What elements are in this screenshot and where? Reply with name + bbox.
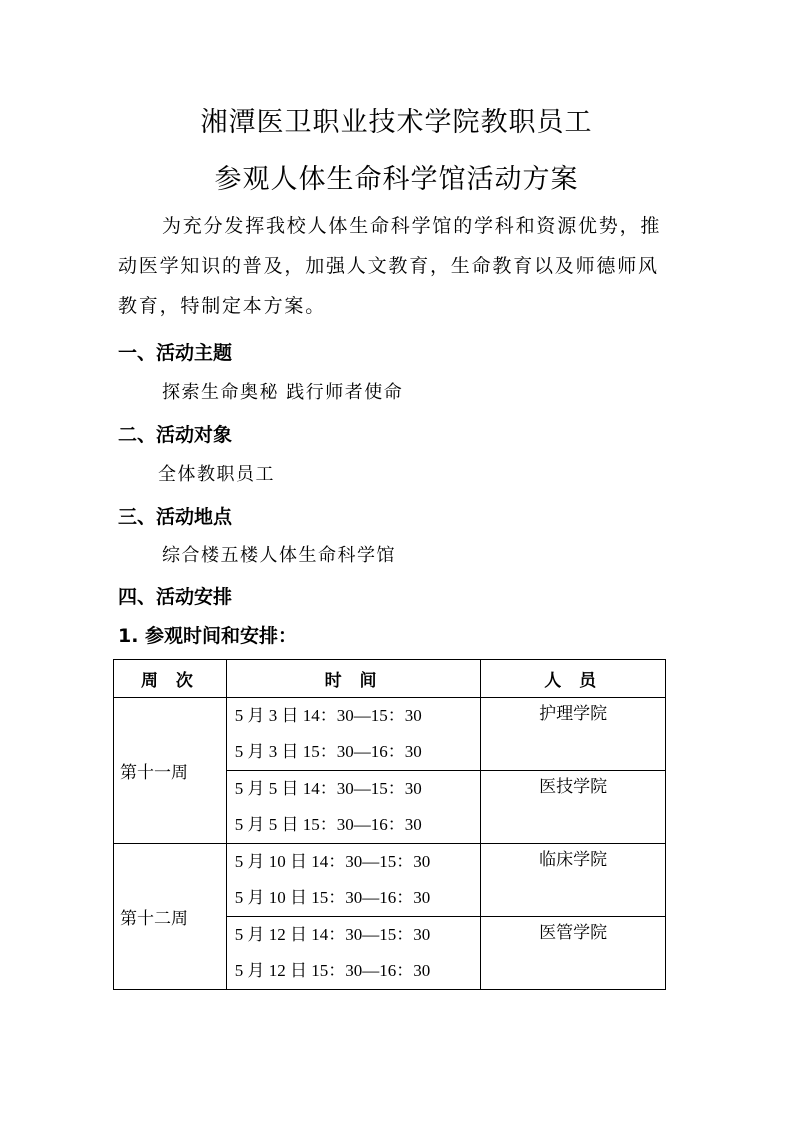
people-cell: 护理学院 <box>481 698 666 771</box>
section-heading-location: 三、活动地点 <box>118 506 233 528</box>
time-slot: 5 月 5 日 14：30—15：30 <box>234 779 422 798</box>
subheading-schedule: 1. 参观时间和安排： <box>118 625 298 647</box>
time-slot: 5 月 12 日 14：30—15：30 <box>234 925 431 944</box>
time-slot: 5 月 3 日 14：30—15：30 <box>234 706 422 725</box>
document-title-line1: 湘潭医卫职业技术学院教职员工 <box>200 107 593 138</box>
table-row <box>114 844 666 917</box>
time-slot: 5 月 3 日 15：30—16：30 <box>234 742 422 761</box>
time-cell <box>226 698 481 771</box>
time-slot: 5 月 10 日 15：30—16：30 <box>234 888 431 907</box>
time-slot: 5 月 10 日 14：30—15：30 <box>234 852 431 871</box>
table-row <box>114 698 666 771</box>
people-cell: 临床学院 <box>481 844 666 917</box>
column-header-week: 周 次 <box>114 660 227 698</box>
time-cell <box>226 917 481 990</box>
time-slot: 5 月 5 日 15：30—16：30 <box>234 815 422 834</box>
section-heading-theme: 一、活动主题 <box>118 342 233 364</box>
intro-paragraph-line3: 教育，特制定本方案。 <box>118 295 327 317</box>
document-title-line2: 参观人体生命科学馆活动方案 <box>214 164 579 195</box>
section-content-audience: 全体教职员工 <box>158 464 275 485</box>
people-cell: 医管学院 <box>481 917 666 990</box>
week-cell: 第十二周 <box>114 844 227 990</box>
people-cell: 医技学院 <box>481 771 666 844</box>
section-heading-arrangement: 四、活动安排 <box>118 586 233 608</box>
intro-paragraph-line1: 为充分发挥我校人体生命科学馆的学科和资源优势，推 <box>162 215 662 237</box>
time-cell <box>226 771 481 844</box>
week-cell: 第十一周 <box>114 698 227 844</box>
column-header-time: 时 间 <box>226 660 481 698</box>
section-heading-audience: 二、活动对象 <box>118 424 233 446</box>
section-content-theme: 探索生命奥秘 践行师者使命 <box>162 382 404 403</box>
table-header-row <box>114 660 666 698</box>
time-cell <box>226 844 481 917</box>
intro-paragraph-line2: 动医学知识的普及，加强人文教育，生命教育以及师德师风 <box>118 255 659 277</box>
section-content-location: 综合楼五楼人体生命科学馆 <box>162 545 396 566</box>
time-slot: 5 月 12 日 15：30—16：30 <box>234 961 431 980</box>
schedule-table <box>113 659 666 990</box>
column-header-people: 人 员 <box>481 660 666 698</box>
